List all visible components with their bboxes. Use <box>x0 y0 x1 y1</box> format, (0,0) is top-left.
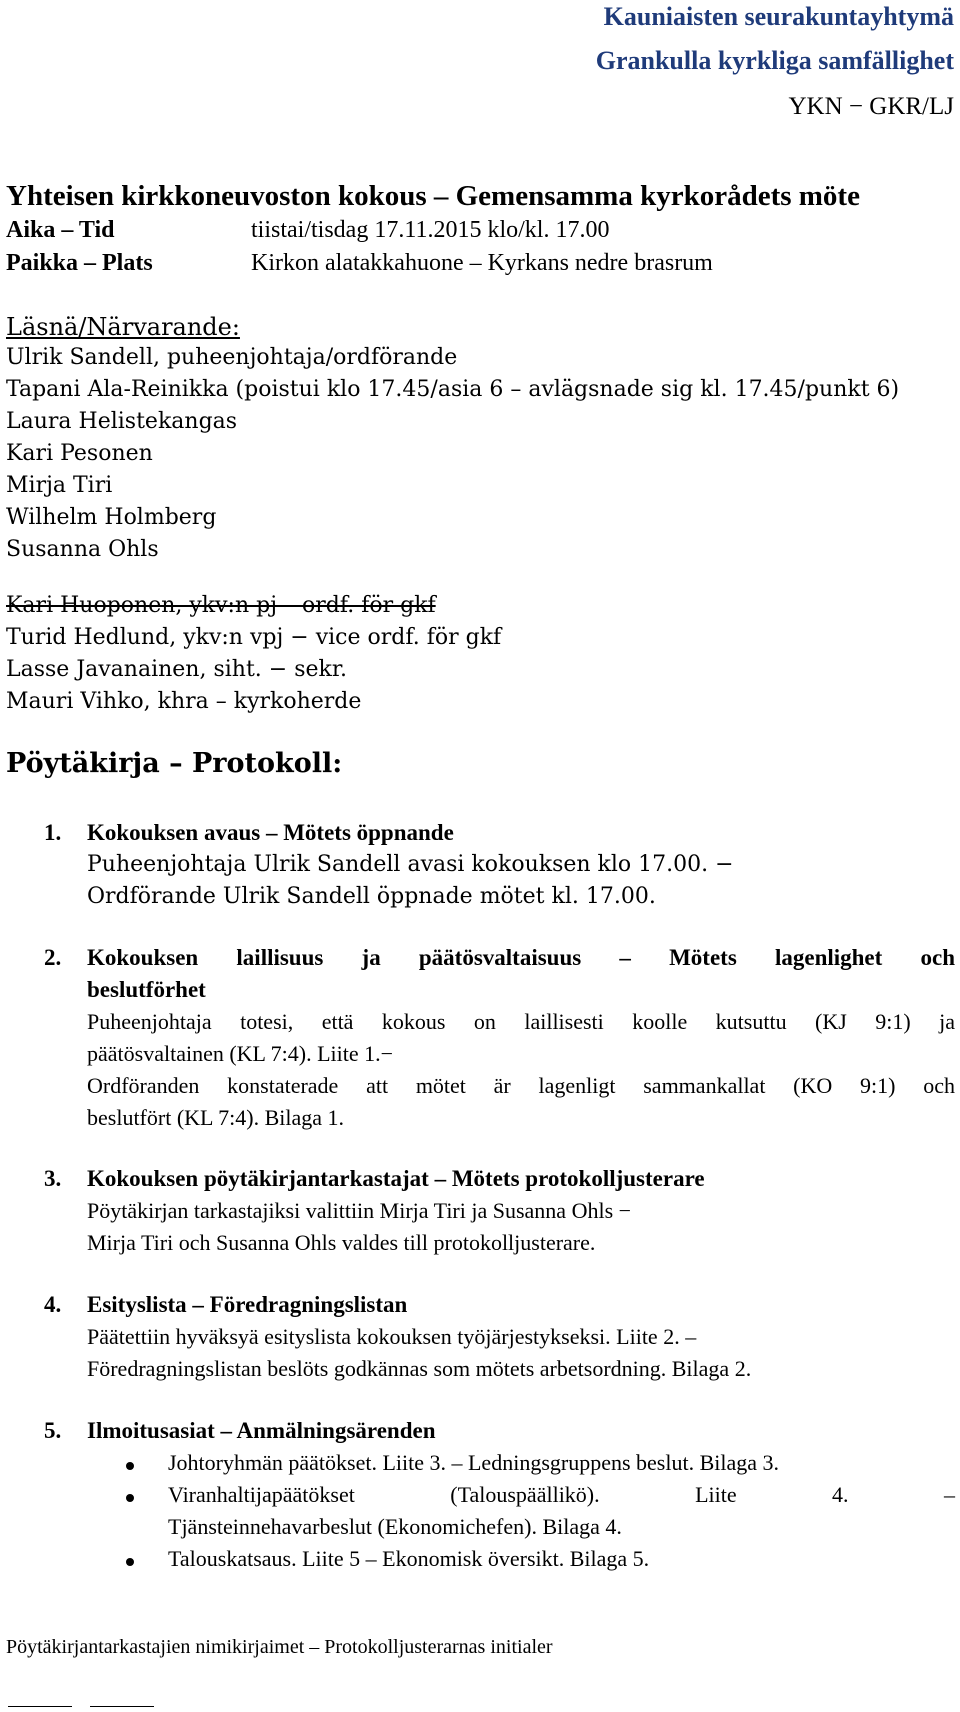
item-heading-continued: beslutförhet <box>87 977 206 1002</box>
attendee: Mirja Tiri <box>6 473 113 498</box>
document-title: Yhteisen kirkkoneuvoston kokous – Gemensamma kyrkorådets möte <box>6 180 860 212</box>
list-item-continued: Tjänsteinnehavarbeslut (Ekonomichefen). Bilaga 4. <box>168 1514 622 1539</box>
attendee: Wilhelm Holmberg <box>6 505 217 530</box>
item-heading: Esityslista – Föredragningslistan <box>87 1292 408 1317</box>
attendee: Laura Helistekangas <box>6 409 238 434</box>
meta-place-row <box>6 250 713 277</box>
item-number: 2. <box>44 945 62 970</box>
org-name-finnish: Kauniaisten seurakuntayhtymä <box>603 2 954 31</box>
item-text: Ordföranden konstaterade att mötet är lagenligt sammankallat (KO 9:1) och <box>87 1073 955 1098</box>
item-text: Päätettiin hyväksyä esityslista kokouksen työjärjestykseksi. Liite 2. – <box>87 1324 697 1349</box>
protocol-heading: Pöytäkirja – Protokoll: <box>6 748 343 779</box>
bullet-icon <box>126 1558 134 1566</box>
list-item: Johtoryhmän päätökset. Liite 3. – Ledningsgruppens beslut. Bilaga 3. <box>168 1450 780 1475</box>
item-number: 1. <box>44 820 62 845</box>
list-item: Viranhaltijapäätökset (Talouspäällikö). Liite 4. – <box>168 1482 955 1507</box>
attendee-other: Turid Hedlund, ykv:n vpj − vice ordf. för gkf <box>6 625 502 650</box>
item-text: Pöytäkirjan tarkastajiksi valittiin Mirja Tiri ja Susanna Ohls − <box>87 1198 632 1223</box>
attendee-struck: Kari Huoponen, ykv:n pj – ordf. för gkf <box>6 593 436 618</box>
item-heading: Kokouksen laillisuus ja päätösvaltaisuus – Mötets lagenlighet och <box>87 945 955 970</box>
item-text: Puheenjohtaja Ulrik Sandell avasi kokouksen klo 17.00. − <box>87 852 734 877</box>
meta-time-label: Aika – Tid <box>6 217 115 243</box>
item-heading: Kokouksen avaus – Mötets öppnande <box>87 820 454 845</box>
item-text: Mirja Tiri och Susanna Ohls valdes till protokolljusterare. <box>87 1230 596 1255</box>
meta-place-value: Kirkon alatakkahuone – Kyrkans nedre brasrum <box>251 250 713 276</box>
initials-line <box>8 1706 72 1707</box>
item-text: beslutfört (KL 7:4). Bilaga 1. <box>87 1105 345 1130</box>
item-number: 5. <box>44 1418 62 1443</box>
attendee: Ulrik Sandell, puheenjohtaja/ordförande <box>6 345 458 370</box>
meta-place-label: Paikka – Plats <box>6 250 153 276</box>
document-reference: YKN − GKR/LJ <box>788 93 954 120</box>
item-number: 4. <box>44 1292 62 1317</box>
bullet-icon <box>126 1494 134 1502</box>
meta-time-value: tiistai/tisdag 17.11.2015 klo/kl. 17.00 <box>251 217 610 243</box>
attendee-other: Lasse Javanainen, siht. − sekr. <box>6 657 347 682</box>
initials-line <box>90 1706 154 1707</box>
item-heading: Kokouksen pöytäkirjantarkastajat – Mötets protokolljusterare <box>87 1166 705 1191</box>
attendee-other: Mauri Vihko, khra – kyrkoherde <box>6 689 362 714</box>
item-text: Föredragningslistan beslöts godkännas som mötets arbetsordning. Bilaga 2. <box>87 1356 752 1381</box>
item-heading: Ilmoitusasiat – Anmälningsärenden <box>87 1418 436 1443</box>
item-text: päätösvaltainen (KL 7:4). Liite 1.− <box>87 1041 394 1066</box>
item-number: 3. <box>44 1166 62 1191</box>
attendee: Susanna Ohls <box>6 537 159 562</box>
footer-initials-label: Pöytäkirjantarkastajien nimikirjaimet – Protokolljusterarnas initialer <box>6 1636 553 1658</box>
list-item: Talouskatsaus. Liite 5 – Ekonomisk översikt. Bilaga 5. <box>168 1546 650 1571</box>
bullet-icon <box>126 1462 134 1470</box>
item-text: Ordförande Ulrik Sandell öppnade mötet kl. 17.00. <box>87 884 656 909</box>
attendee: Tapani Ala-Reinikka (poistui klo 17.45/asia 6 – avlägsnade sig kl. 17.45/punkt 6) <box>6 377 900 402</box>
meta-time-row <box>6 217 609 244</box>
attendee: Kari Pesonen <box>6 441 153 466</box>
attendees-heading: Läsnä/Närvarande: <box>6 313 240 341</box>
org-name-swedish: Grankulla kyrkliga samfällighet <box>595 46 954 75</box>
item-text: Puheenjohtaja totesi, että kokous on laillisesti koolle kutsuttu (KJ 9:1) ja <box>87 1009 955 1034</box>
